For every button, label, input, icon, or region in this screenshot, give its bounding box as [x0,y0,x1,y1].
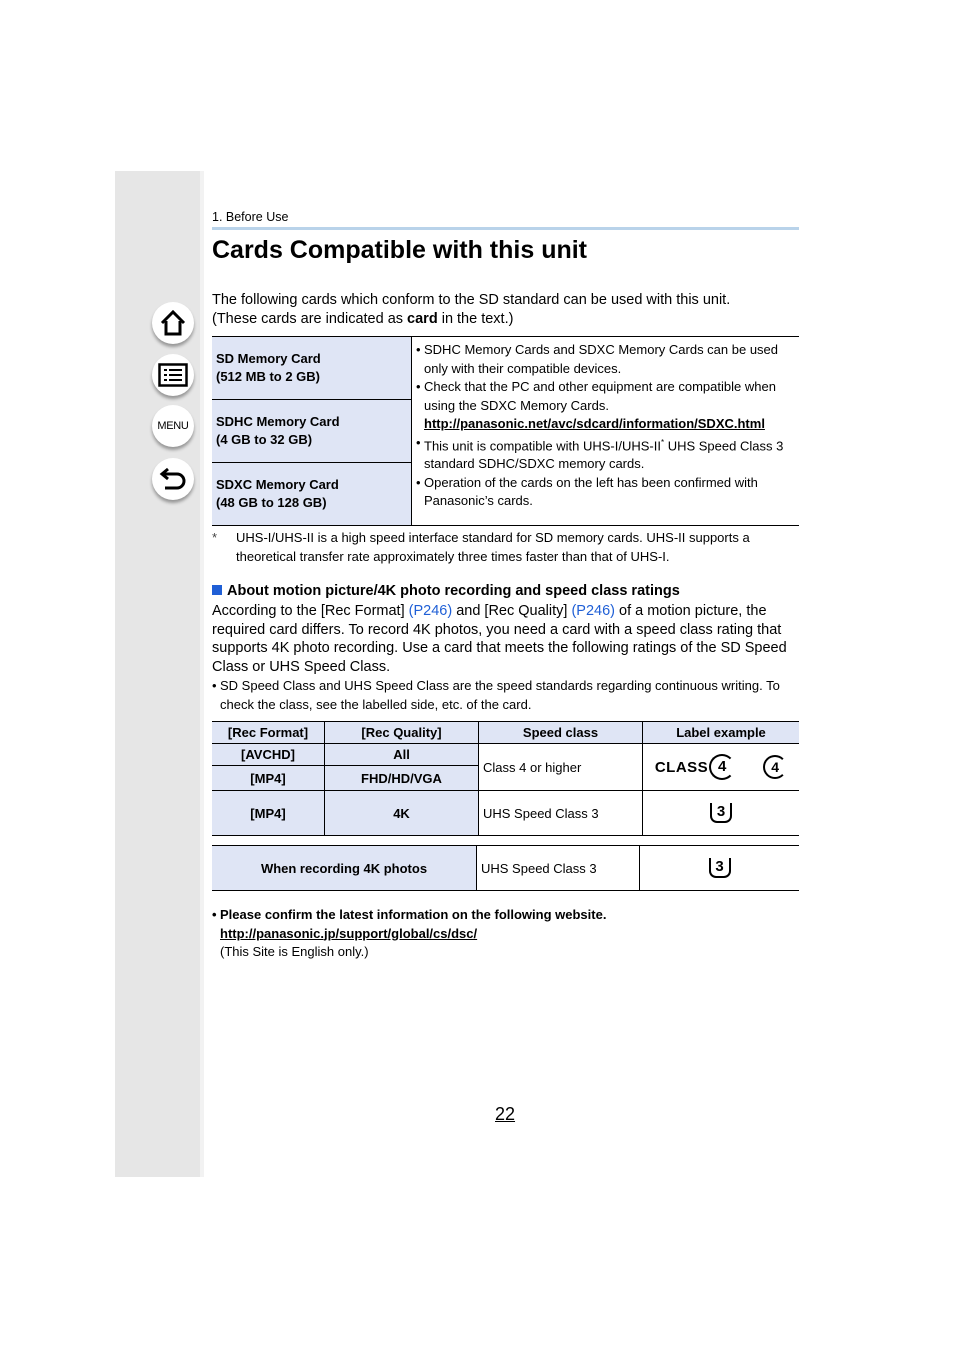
row3-class: UHS Speed Class 3 [479,791,643,836]
speed-heading: About motion picture/4K photo recording and speed class ratings [212,583,680,599]
col-rec-quality: [Rec Quality] [325,722,479,744]
footnote-mark: * [212,530,218,545]
row1-format: [AVCHD] [212,744,325,766]
home-button[interactable] [152,302,194,344]
speed-paragraph: According to the [Rec Format] (P246) and [Rec Quality] (P246) of a motion picture, the required card differs. To record 4K photos, you need a card with a speed class rating that supports 4K photo recording. Use a card that meets the following ratings of the SD Speed Class or UHS Speed Class. [212,603,787,675]
section-label: 1. Before Use [212,210,289,224]
card-type-sd: SD Memory Card (512 MB to 2 GB) [212,337,412,400]
back-button[interactable] [152,458,194,500]
photo-uhs3-label-cell [640,846,800,891]
rec-quality-page-link[interactable]: (P246) [571,603,615,619]
home-icon [159,309,187,337]
note-1: SDHC Memory Cards and SDXC Memory Cards can be used only with their compatible devices. [424,342,779,376]
contents-list-icon [158,363,188,387]
row3-quality: 4K [325,791,479,836]
speed-class-table [212,721,799,836]
class4-logo-icon: CLASS 4 [655,754,735,780]
footnote-text: UHS-I/UHS-II is a high speed interface standard for SD memory cards. UHS-II supports a theoretical transfer rate approximately three times faster than that of UHS-I. [236,530,750,564]
intro [212,291,802,329]
square-bullet-icon [212,585,222,595]
card-type-sdxc: SDXC Memory Card (48 GB to 128 GB) [212,463,412,526]
menu-label: MENU [157,420,189,432]
photo-4k-label: When recording 4K photos [212,846,477,891]
uhs3-label-cell [643,791,800,836]
menu-button[interactable] [152,405,194,447]
intro-line2: (These cards are indicated as card in the text.) [212,311,514,327]
contents-button[interactable] [152,354,194,396]
row2-quality: FHD/HD/VGA [325,766,479,791]
card-notes: • SDHC Memory Cards and SDXC Memory Cards can be used only with their compatible devices. • Check that the PC and other equipment are compatible when using the SDXC Memory Cards. http://panasonic.net/avc/sdcard/information/SDXC.html • This unit is compatible with UHS-I/UHS-II* UHS Speed Class 3 standard SDHC/SDXC memory cards. • Operation of the cards on the left has been confirmed with Panasonic’s cards. [412,337,800,526]
header-rule [212,227,799,230]
note-2: Check that the PC and other equipment are compatible when using the SDXC Memory Cards. [424,379,776,413]
note-3: This unit is compatible with UHS-I/UHS-II* UHS Speed Class 3 standard SDHC/SDXC memory cards. [424,437,784,472]
page-number: 22 [495,1104,516,1124]
photo-4k-table [212,845,799,891]
row1-quality: All [325,744,479,766]
page-title: Cards Compatible with this unit [212,236,588,264]
col-rec-format: [Rec Format] [212,722,325,744]
back-arrow-icon [159,466,187,492]
intro-line1: The following cards which conform to the SD standard can be used with this unit. [212,292,731,308]
footnote [212,528,799,566]
speed-bullet: • SD Speed Class and UHS Speed Class are the speed standards regarding continuous writing. To check the class, see the labelled side, etc. of the card. [212,678,780,712]
col-speed-class: Speed class [479,722,643,744]
class4-mark-icon: 4 [763,755,787,779]
uhs-class3-icon: 3 [710,803,732,823]
rec-format-page-link[interactable]: (P246) [408,603,453,619]
english-only-note: (This Site is English only.) [220,944,369,959]
class4-cell: Class 4 or higher [479,744,643,791]
col-label-example: Label example [643,722,800,744]
sdxc-info-link[interactable]: http://panasonic.net/avc/sdcard/information/SDXC.html [424,416,765,431]
compatible-cards-table [212,336,799,526]
support-site-link[interactable]: http://panasonic.jp/support/global/cs/dsc/ [220,925,478,941]
uhs-class3-icon: 3 [709,858,731,878]
class4-label-cell [643,744,800,791]
card-type-sdhc: SDHC Memory Card (4 GB to 32 GB) [212,400,412,463]
row2-format: [MP4] [212,766,325,791]
row3-format: [MP4] [212,791,325,836]
photo-4k-class: UHS Speed Class 3 [477,846,640,891]
website-note: • Please confirm the latest information on the following website. http://panasonic.jp/support/global/cs/dsc/ (This Site is English only.) [212,906,606,962]
note-4: Operation of the cards on the left has been confirmed with Panasonic’s cards. [424,474,758,509]
